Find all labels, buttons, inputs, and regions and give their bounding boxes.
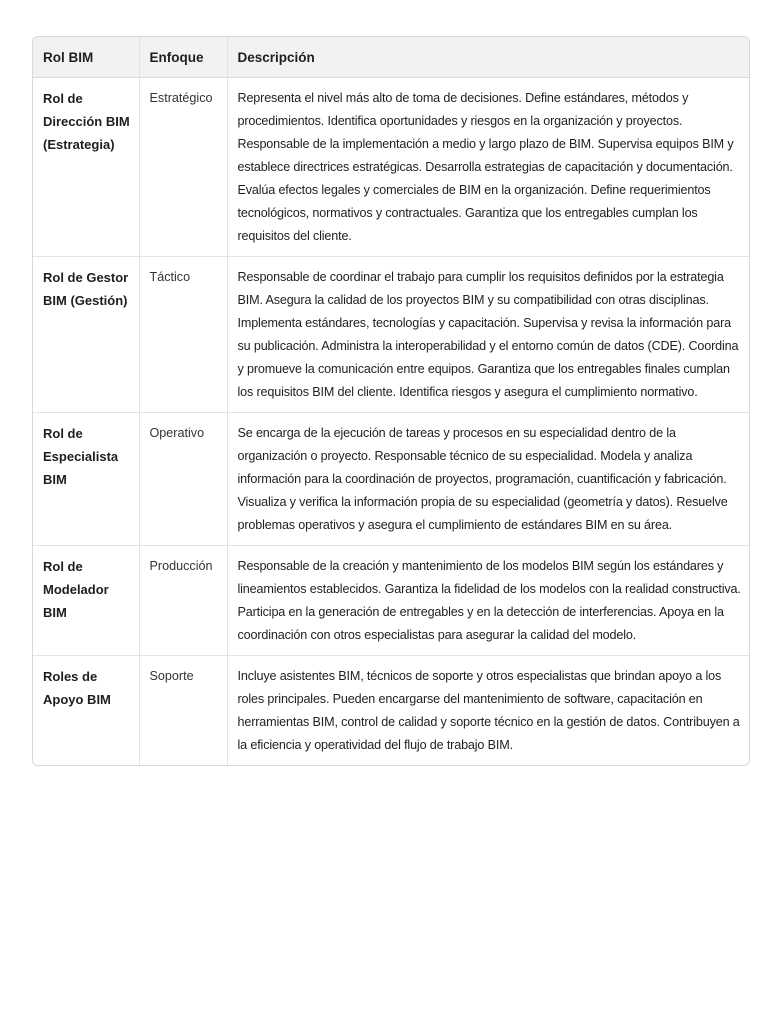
table-body [33, 78, 749, 766]
cell-enfoque: Operativo [139, 413, 227, 546]
table-row [33, 546, 749, 656]
cell-enfoque: Producción [139, 546, 227, 656]
header-descripcion: Descripción [227, 37, 749, 78]
table-row [33, 656, 749, 766]
header-row [33, 37, 749, 78]
cell-descripcion: Se encarga de la ejecución de tareas y procesos en su especialidad dentro de la organización o proyecto. Responsable técnico de su especialidad. Modela y analiza información para la coordinación de proyectos, programación, cuantificación y fabricación. Visualiza y verifica la información propia de su especialidad (geometría y datos). Resuelve problemas operativos y asegura el cumplimiento de estándares BIM en su área. [227, 413, 749, 546]
table-row [33, 78, 749, 257]
bim-roles-table [33, 37, 749, 765]
table-row [33, 257, 749, 413]
cell-enfoque: Soporte [139, 656, 227, 766]
cell-enfoque: Táctico [139, 257, 227, 413]
cell-descripcion: Responsable de la creación y mantenimiento de los modelos BIM según los estándares y lineamientos establecidos. Garantiza la fidelidad de los modelos con la realidad constructiva. Participa en la generación de entregables y en la detección de interferencias. Apoya en la coordinación con otros especialistas para asegurar la calidad del modelo. [227, 546, 749, 656]
cell-rol: Rol de Especialista BIM [33, 413, 139, 546]
cell-enfoque: Estratégico [139, 78, 227, 257]
bim-roles-table-container [32, 36, 750, 766]
cell-descripcion: Incluye asistentes BIM, técnicos de soporte y otros especialistas que brindan apoyo a los roles principales. Pueden encargarse del mantenimiento de software, capacitación en herramientas BIM, control de calidad y soporte técnico en la gestión de datos. Contribuyen a la eficiencia y operatividad del flujo de trabajo BIM. [237, 669, 740, 752]
table-header [33, 37, 749, 78]
cell-rol: Rol de Dirección BIM (Estrategia) [33, 78, 139, 257]
table-row [33, 413, 749, 546]
cell-rol: Roles de Apoyo BIM [33, 656, 139, 766]
cell-rol: Rol de Gestor BIM (Gestión) [33, 257, 139, 413]
cell-rol: Rol de Modelador BIM [33, 546, 139, 656]
header-rol-bim: Rol BIM [33, 37, 139, 78]
header-enfoque: Enfoque [139, 37, 227, 78]
cell-descripcion: Representa el nivel más alto de toma de decisiones. Define estándares, métodos y procedimientos. Identifica oportunidades y riesgos en la organización y proyectos. Responsable de la implementación a medio y largo plazo de BIM. Supervisa equipos BIM y establece directrices estratégicas. Desarrolla estrategias de capacitación y documentación. Evalúa efectos legales y comerciales de BIM en la organización. Define requerimientos tecnológicos, normativos y contractuales. Garantiza que los entregables cumplan los requisitos del cliente. [227, 78, 749, 257]
cell-descripcion: Responsable de coordinar el trabajo para cumplir los requisitos definidos por la estrategia BIM. Asegura la calidad de los proyectos BIM y su compatibilidad con otras disciplinas. Implementa estándares, tecnologías y capacitación. Supervisa y revisa la información para su publicación. Administra la interoperabilidad y el entorno común de datos (CDE). Coordina y promueve la comunicación entre equipos. Garantiza que los entregables finales cumplan los requisitos BIM del cliente. Identifica riesgos y asegura el cumplimiento normativo. [227, 257, 749, 413]
